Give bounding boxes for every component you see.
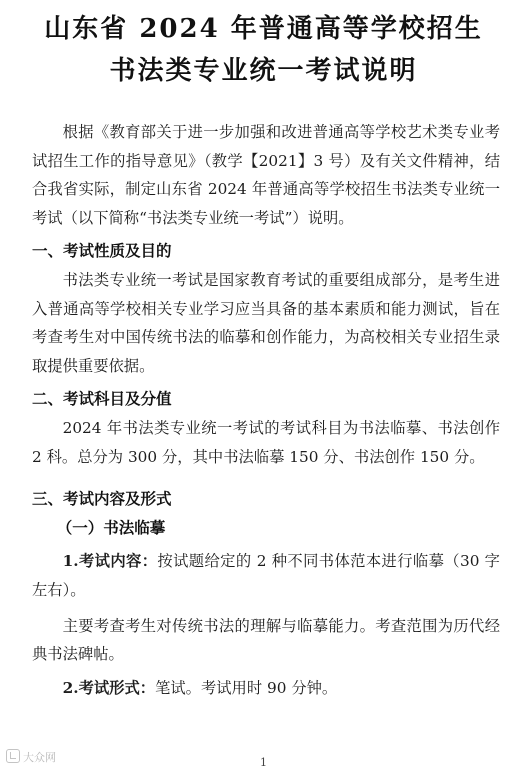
item-1-text: 按试题给定的 2 种不同书体范本进行临摹（30 字左右）。 xyxy=(32,552,500,599)
item-1-paragraph xyxy=(32,547,500,604)
document-body xyxy=(32,118,500,702)
item-2-text: 笔试。考试用时 90 分钟。 xyxy=(155,678,338,697)
section-1-heading: 一、考试性质及目的 xyxy=(32,241,172,261)
subsection-1-heading: （一）书法临摹 xyxy=(56,517,166,537)
section-3-heading: 三、考试内容及形式 xyxy=(32,489,172,509)
item-2-paragraph xyxy=(32,674,500,703)
item-2-label: 2.考试形式： xyxy=(62,678,156,697)
item-1-extra-paragraph: 主要考查考生对传统书法的理解与临摹能力。考查范围为历代经典书法碑帖。 xyxy=(32,616,500,664)
document-title-line-2: 书法类专业统一考试说明 xyxy=(109,56,418,86)
document-title-line-1: 山东省 2024 年普通高等学校招生 xyxy=(44,14,483,44)
section-2-heading: 二、考试科目及分值 xyxy=(32,389,172,409)
section-1-paragraph: 书法类专业统一考试是国家教育考试的重要组成部分，是考生进入普通高等学校相关专业学习应当具备的基本素质和能力测试，旨在考查考生对中国传统书法的临摹和创作能力，为高校相关专业招生录取提供重要依据。 xyxy=(32,270,500,375)
intro-paragraph: 根据《教育部关于进一步加强和改进普通高等学校艺术类专业考试招生工作的指导意见》（教学【2021】3 号）及有关文件精神，结合我省实际，制定山东省 2024 年普通高等学校招生书法类专业统一考试（以下简称“书法类专业统一考试”）说明。 xyxy=(32,123,500,227)
page-number: 1 xyxy=(260,756,267,769)
section-2-paragraph: 2024 年书法类专业统一考试的考试科目为书法临摹、书法创作 2 科。总分为 300 分，其中书法临摹 150 分、书法创作 150 分。 xyxy=(32,418,500,466)
item-1-label: 1.考试内容： xyxy=(62,552,158,571)
watermark-text: 大众网 xyxy=(23,751,56,764)
